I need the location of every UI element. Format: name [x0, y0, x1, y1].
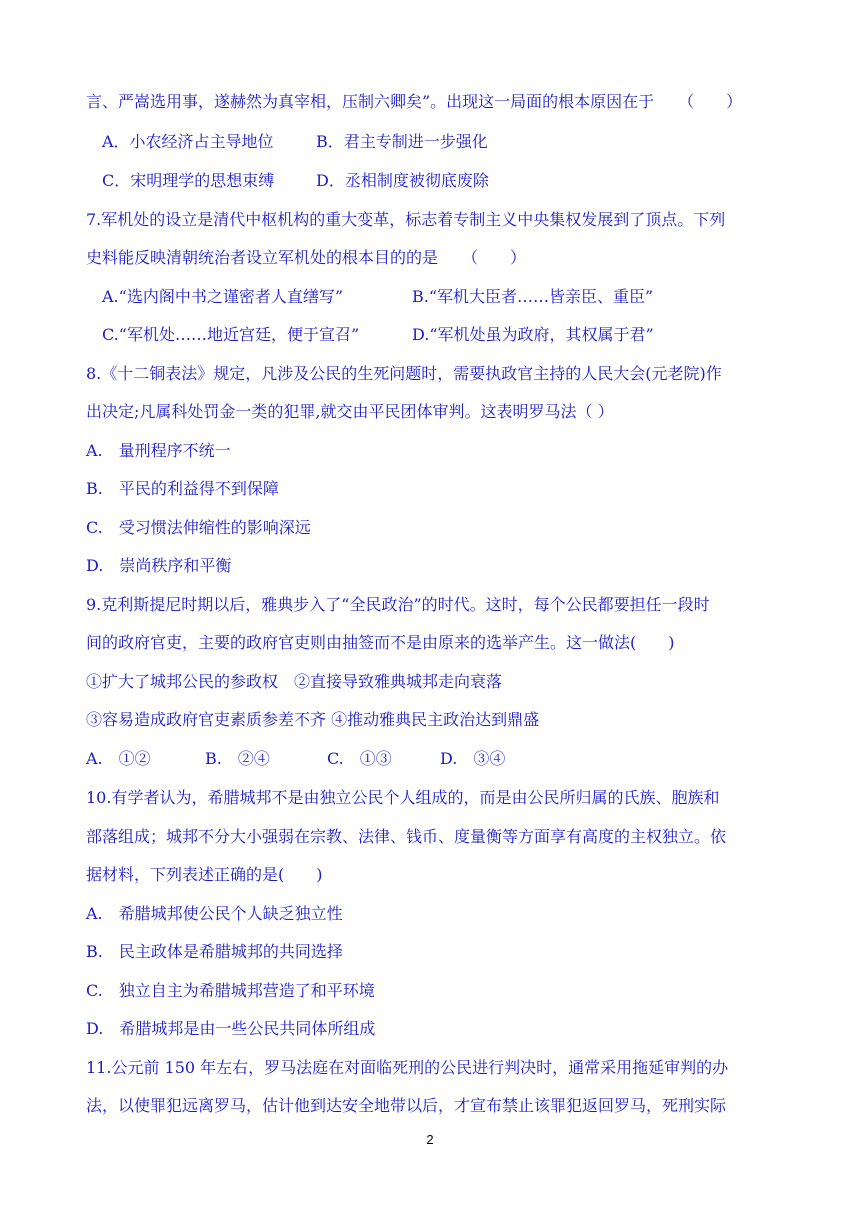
- q7-stem-line-2: 史料能反映清朝统治者设立军机处的根本目的的是 （ ）: [86, 248, 527, 267]
- q8-option-a: A. 量刑程序不统一: [86, 441, 231, 460]
- q10-option-b: B. 民主政体是希腊城邦的共同选择: [86, 942, 343, 961]
- page-number: 2: [426, 1132, 434, 1147]
- q8-stem-line-1: 8.《十二铜表法》规定，凡涉及公民的生死问题时，需要执政官主持的人民大会(元老院)作: [86, 364, 722, 383]
- q10-option-c: C. 独立自主为希腊城邦营造了和平环境: [86, 981, 375, 1000]
- q7-option-d: D.“军机处虽为政府，其权属于君”: [412, 325, 654, 344]
- q10-option-a: A. 希腊城邦使公民个人缺乏独立性: [86, 904, 343, 923]
- q7-option-a: A.“选内阁中书之谨密者人直缮写”: [102, 287, 344, 306]
- q8-option-c: C. 受习惯法伸缩性的影响深远: [86, 518, 311, 537]
- q6-option-c: C．宋明理学的思想束缚: [102, 171, 275, 190]
- q8-option-b: B. 平民的利益得不到保障: [86, 479, 279, 498]
- q9-statements-line-1: ①扩大了城邦公民的参政权 ②直接导致雅典城邦走向衰落: [86, 672, 503, 691]
- q8-stem-line-2: 出决定;凡属科处罚金一类的犯罪,就交由平民团体审判。这表明罗马法（ ）: [86, 402, 614, 421]
- q9-option-d: D. ③④: [440, 749, 506, 768]
- q10-stem-line-3: 据材料，下列表述正确的是( ): [86, 865, 323, 884]
- q11-stem-line-2: 法，以使罪犯远离罗马，估计他到达安全地带以后，才宣布禁止该罪犯返回罗马，死刑实际: [86, 1096, 727, 1115]
- q10-stem-line-1: 10.有学者认为，希腊城邦不是由独立公民个人组成的，而是由公民所归属的氏族、胞族和: [86, 788, 720, 807]
- q7-option-b: B.“军机大臣者……皆亲臣、重臣”: [412, 287, 654, 306]
- q7-option-c: C.“军机处……地近宫廷，便于宣召”: [102, 325, 360, 344]
- q7-stem-line-1: 7.军机处的设立是清代中枢机构的重大变革，标志着专制主义中央集权发展到了顶点。下列: [86, 210, 726, 229]
- q10-option-d: D. 希腊城邦是由一些公民共同体所组成: [86, 1019, 376, 1038]
- q6-stem-line: 言、严嵩选用事，遂赫然为真宰相，压制六卿矣”。出现这一局面的根本原因在于 （ ）: [86, 92, 743, 111]
- q6-option-d: D．丞相制度被彻底废除: [316, 171, 489, 190]
- q6-option-a: A．小农经济占主导地位: [102, 132, 274, 151]
- q6-option-b: B．君主专制进一步强化: [316, 132, 488, 151]
- q11-stem-line-1: 11.公元前 150 年左右，罗马法庭在对面临死刑的公民进行判决时，通常采用拖延审判的办: [86, 1058, 729, 1077]
- q9-stem-line-1: 9.克利斯提尼时期以后，雅典步入了“全民政治”的时代。这时，每个公民都要担任一段时: [86, 595, 710, 614]
- q10-stem-line-2: 部落组成；城邦不分大小强弱在宗教、法律、钱币、度量衡等方面享有高度的主权独立。依: [86, 827, 727, 846]
- q9-stem-line-2: 间的政府官吏，主要的政府官吏则由抽签而不是由原来的选举产生。这一做法( ): [86, 633, 675, 652]
- q9-option-c: C. ①③: [327, 749, 392, 768]
- q9-option-b: B. ②④: [205, 749, 270, 768]
- q9-statements-line-2: ③容易造成政府官吏素质参差不齐 ④推动雅典民主政治达到鼎盛: [86, 710, 540, 729]
- q8-option-d: D. 崇尚秩序和平衡: [86, 556, 232, 575]
- q9-option-a: A. ①②: [86, 749, 151, 768]
